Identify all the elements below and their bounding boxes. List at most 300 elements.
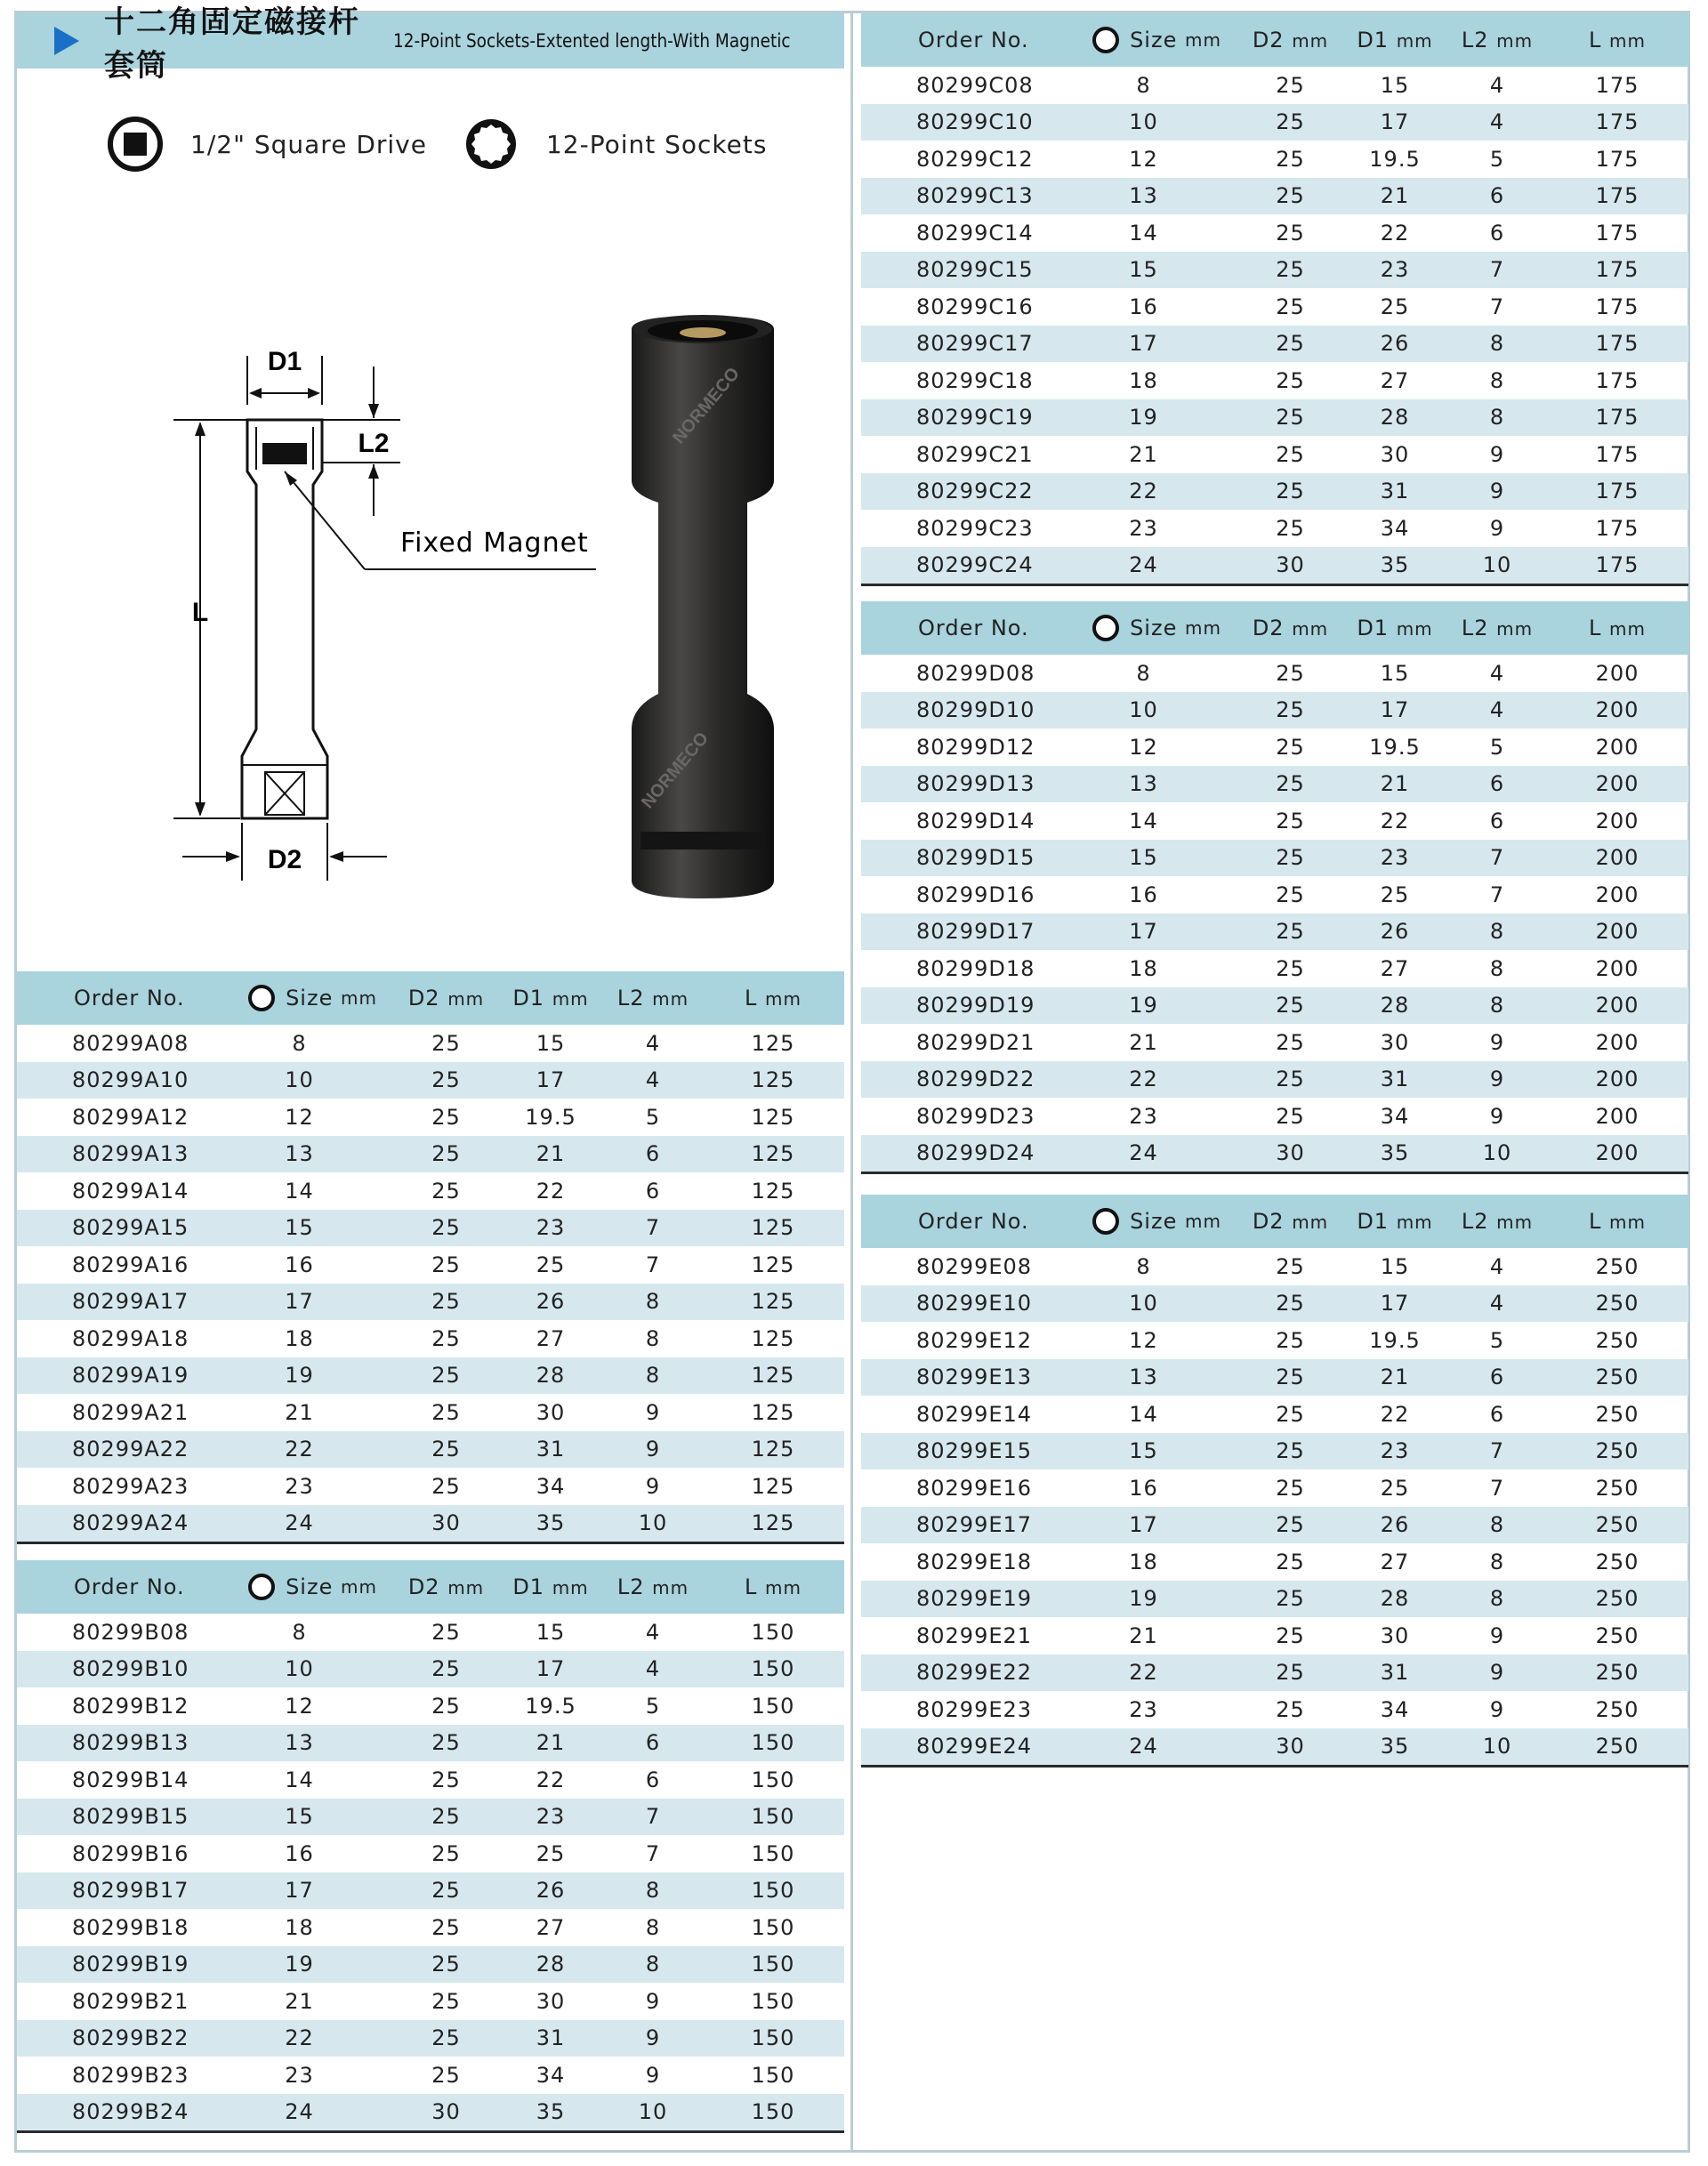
cell-size: 8 (292, 1619, 307, 1645)
col-l2 (604, 986, 702, 1011)
cell-d2: 25 (431, 1988, 461, 2014)
cell-d2: 25 (1276, 771, 1305, 797)
table-row (861, 1581, 1688, 1618)
table-row (17, 1872, 844, 1910)
cell-order-no: 80299B21 (72, 1988, 189, 2014)
cell-order-no: 80299D24 (916, 1140, 1035, 1166)
cell-d1: 15 (536, 1619, 566, 1645)
cell-l: 250 (1595, 1660, 1640, 1686)
cell-d1: 28 (1380, 405, 1410, 431)
cell-d2: 25 (431, 1252, 461, 1277)
cell-d2: 25 (1276, 405, 1305, 431)
col-l2-unit: mm (652, 1577, 689, 1598)
table-row (17, 1651, 844, 1688)
col-l2 (1448, 28, 1546, 52)
cell-l2: 7 (1489, 1475, 1505, 1501)
cell-size: 14 (285, 1767, 314, 1792)
cell-d2: 25 (1276, 955, 1305, 981)
cell-l: 200 (1595, 1140, 1640, 1166)
cell-l2: 8 (645, 1289, 661, 1315)
cell-size: 13 (1129, 183, 1158, 209)
cell-d1: 19.5 (525, 1693, 576, 1719)
col-l2 (1448, 616, 1546, 640)
cell-size: 19 (1129, 993, 1158, 1019)
cell-order-no: 80299E12 (916, 1327, 1033, 1353)
cell-l2: 4 (1489, 660, 1505, 686)
col-l-unit: mm (765, 1577, 802, 1598)
cell-l2: 10 (1482, 552, 1512, 578)
cell-size: 21 (285, 1988, 314, 2014)
col-d1-label: D1 (1357, 616, 1390, 640)
cell-order-no: 80299E16 (916, 1475, 1033, 1501)
col-l2-unit: mm (1496, 30, 1534, 52)
cell-l: 125 (751, 1289, 795, 1315)
cell-order-no: 80299A18 (72, 1325, 189, 1351)
cell-l2: 9 (1489, 1029, 1505, 1055)
cell-l2: 5 (1489, 146, 1505, 172)
cell-d1: 35 (1380, 1140, 1410, 1166)
cell-l: 250 (1595, 1438, 1640, 1464)
cell-l: 200 (1595, 845, 1640, 871)
table-row (17, 1909, 844, 1946)
cell-l: 150 (751, 1952, 795, 1977)
cell-size: 14 (285, 1178, 314, 1204)
cell-d1: 27 (1380, 367, 1410, 393)
col-size-unit: mm (340, 987, 377, 1009)
cell-size: 16 (285, 1840, 314, 1866)
label-l2: L2 (358, 429, 390, 458)
col-l-unit: mm (1609, 618, 1646, 640)
cell-d1: 30 (536, 1988, 566, 2014)
cell-size: 24 (285, 1510, 314, 1536)
cell-d2: 25 (1276, 72, 1305, 98)
col-size (230, 1574, 395, 1600)
cell-order-no: 80299E17 (916, 1512, 1033, 1538)
cell-l2: 4 (1489, 697, 1505, 723)
col-d2 (1239, 1209, 1341, 1234)
cell-d1: 21 (1380, 1365, 1410, 1390)
cell-l2: 8 (1489, 1549, 1505, 1574)
cell-size: 22 (1129, 1660, 1158, 1686)
legend-twelve-point (463, 116, 767, 173)
cell-d2: 25 (1276, 441, 1305, 467)
col-l-unit: mm (765, 988, 802, 1010)
table-row (861, 1285, 1688, 1323)
table-bottom-rule (861, 1765, 1688, 1767)
cell-order-no: 80299D21 (916, 1029, 1035, 1055)
cell-d1: 19.5 (525, 1104, 576, 1130)
cell-order-no: 80299E14 (916, 1401, 1033, 1427)
column-divider (850, 11, 853, 2153)
cell-l2: 8 (645, 1952, 661, 1977)
table-row (861, 655, 1688, 692)
table-row (17, 1725, 844, 1762)
cell-order-no: 80299B24 (72, 2099, 189, 2125)
cell-l2: 8 (1489, 1586, 1505, 1612)
cell-l: 125 (751, 1510, 795, 1536)
cell-order-no: 80299B13 (72, 1730, 189, 1756)
table-row (861, 840, 1688, 877)
table-row (861, 1322, 1688, 1359)
cell-l: 150 (751, 1878, 795, 1904)
cell-d2: 25 (1276, 1029, 1305, 1055)
cell-d1: 28 (536, 1363, 566, 1389)
cell-l: 175 (1595, 146, 1640, 172)
col-d1 (1341, 28, 1448, 52)
cell-d2: 25 (1276, 993, 1305, 1019)
cell-order-no: 80299E13 (916, 1365, 1033, 1390)
cell-l2: 4 (645, 1067, 661, 1093)
cell-l: 175 (1595, 183, 1640, 209)
col-d1-unit: mm (552, 1577, 589, 1598)
cell-l: 250 (1595, 1512, 1640, 1538)
cell-order-no: 80299A22 (72, 1437, 189, 1462)
col-d1 (497, 1574, 604, 1599)
cell-l2: 5 (1489, 1327, 1505, 1353)
cell-l2: 4 (645, 1030, 661, 1056)
cell-size: 13 (1129, 1365, 1158, 1390)
cell-l: 175 (1595, 109, 1640, 135)
col-order-no: Order No. (918, 616, 1029, 640)
cell-d2: 25 (1276, 1401, 1305, 1427)
table-row (861, 729, 1688, 766)
table-series-d (861, 601, 1688, 1174)
cell-l2: 7 (1489, 257, 1505, 283)
cell-l2: 9 (645, 1473, 661, 1499)
cell-d1: 25 (1380, 294, 1410, 319)
cell-size: 14 (1129, 808, 1158, 833)
col-l2-unit: mm (1496, 1212, 1534, 1233)
cell-d1: 27 (1380, 955, 1410, 981)
cell-order-no: 80299C19 (916, 405, 1034, 431)
cell-l: 125 (751, 1030, 795, 1056)
cell-order-no: 80299A12 (72, 1104, 189, 1130)
cell-order-no: 80299B18 (72, 1914, 189, 1940)
cell-l: 175 (1595, 479, 1640, 504)
table-row (861, 1248, 1688, 1285)
cell-l2: 6 (1489, 220, 1505, 246)
cell-size: 16 (1129, 1475, 1158, 1501)
cell-l: 200 (1595, 734, 1640, 760)
cell-l: 150 (751, 1840, 795, 1866)
cell-size: 12 (1129, 146, 1158, 172)
col-d2-unit: mm (1292, 30, 1329, 52)
cell-d2: 25 (431, 1104, 461, 1130)
cell-size: 18 (1129, 955, 1158, 981)
cell-order-no: 80299D16 (916, 882, 1035, 907)
cell-order-no: 80299B15 (72, 1804, 189, 1830)
cell-d1: 22 (1380, 1401, 1410, 1427)
cell-d2: 25 (431, 1325, 461, 1351)
cell-order-no: 80299A10 (72, 1067, 189, 1093)
cell-d2: 25 (431, 1730, 461, 1756)
cell-l: 150 (751, 1767, 795, 1792)
cell-l2: 8 (1489, 993, 1505, 1019)
cell-size: 21 (1129, 1029, 1158, 1055)
cell-d2: 25 (1276, 183, 1305, 209)
table-row (17, 2057, 844, 2094)
cell-order-no: 80299D18 (916, 955, 1035, 981)
cell-l2: 10 (1482, 1734, 1512, 1759)
cell-order-no: 80299C24 (916, 552, 1034, 578)
cell-d2: 25 (1276, 734, 1305, 760)
cell-size: 23 (285, 2062, 314, 2088)
label-d1: D1 (267, 347, 302, 376)
cell-size: 10 (285, 1656, 314, 1682)
table-row (17, 1284, 844, 1321)
cell-size: 24 (1129, 1734, 1158, 1759)
cell-size: 14 (1129, 220, 1158, 246)
cell-d2: 25 (431, 1363, 461, 1389)
cell-l2: 9 (1489, 1103, 1505, 1129)
cell-order-no: 80299C13 (916, 183, 1034, 209)
cell-d2: 25 (1276, 367, 1305, 393)
title-english: 12-Point Sockets-Extented length-With Magnetic (392, 30, 791, 52)
twelve-point-icon (248, 1574, 275, 1600)
cell-l2: 6 (1489, 1401, 1505, 1427)
cell-order-no: 80299C08 (916, 72, 1034, 98)
cell-l2: 7 (645, 1215, 661, 1241)
photo-brand-bottom: NORMECO (637, 729, 713, 813)
cell-size: 13 (285, 1141, 314, 1167)
cell-l: 250 (1595, 1586, 1640, 1612)
cell-d2: 25 (431, 1437, 461, 1462)
cell-l2: 6 (1489, 183, 1505, 209)
cell-size: 19 (1129, 405, 1158, 431)
cell-l2: 9 (1489, 1622, 1505, 1648)
table-row (861, 67, 1688, 104)
col-l (1546, 616, 1688, 640)
cell-order-no: 80299A23 (72, 1473, 189, 1499)
cell-size: 16 (285, 1252, 314, 1277)
cell-d2: 25 (431, 1878, 461, 1904)
cell-order-no: 80299E24 (916, 1734, 1033, 1759)
cell-d2: 25 (1276, 845, 1305, 871)
cell-d2: 25 (431, 1289, 461, 1315)
col-d1 (1341, 616, 1448, 640)
cell-order-no: 80299E19 (916, 1586, 1033, 1612)
col-l (1546, 1209, 1688, 1234)
cell-order-no: 80299A21 (72, 1399, 189, 1425)
table-row (861, 1691, 1688, 1728)
cell-order-no: 80299D22 (916, 1067, 1035, 1092)
cell-d1: 15 (1380, 72, 1410, 98)
cell-d1: 17 (536, 1067, 566, 1093)
table-row (861, 766, 1688, 803)
col-size (230, 985, 395, 1011)
cell-order-no: 80299B16 (72, 1840, 189, 1866)
cell-d2: 25 (431, 1030, 461, 1056)
table-row (861, 326, 1688, 363)
cell-d1: 25 (1380, 1475, 1410, 1501)
cell-size: 21 (1129, 1622, 1158, 1648)
cell-d1: 30 (1380, 1029, 1410, 1055)
cell-l2: 9 (645, 1399, 661, 1425)
cell-d1: 30 (1380, 1622, 1410, 1648)
cell-d2: 25 (431, 1215, 461, 1241)
table-row (861, 1507, 1688, 1544)
cell-l2: 8 (645, 1325, 661, 1351)
col-size-label: Size (1130, 616, 1178, 640)
cell-d1: 30 (536, 1399, 566, 1425)
cell-order-no: 80299B17 (72, 1878, 189, 1904)
cell-d1: 23 (1380, 1438, 1410, 1464)
cell-l2: 8 (645, 1363, 661, 1389)
cell-order-no: 80299B14 (72, 1767, 189, 1792)
col-l-label: L (1589, 1209, 1602, 1234)
cell-order-no: 80299B10 (72, 1656, 189, 1682)
cell-d1: 19.5 (1369, 734, 1421, 760)
cell-d2: 25 (1276, 220, 1305, 246)
cell-l2: 9 (645, 2025, 661, 2051)
table-bottom-rule (861, 1172, 1688, 1174)
cell-d1: 31 (1380, 479, 1410, 504)
cell-size: 23 (1129, 1696, 1158, 1722)
table-row (17, 1946, 844, 1984)
cell-d2: 25 (1276, 1365, 1305, 1390)
table-bottom-rule (17, 1542, 844, 1544)
cell-l: 125 (751, 1104, 795, 1130)
cell-l: 200 (1595, 1103, 1640, 1129)
cell-order-no: 80299D08 (916, 660, 1035, 686)
cell-l2: 5 (645, 1693, 661, 1719)
product-photo (623, 311, 801, 920)
col-l-label: L (1589, 616, 1602, 640)
cell-l2: 8 (645, 1914, 661, 1940)
table-row (861, 1469, 1688, 1507)
table-row (17, 1468, 844, 1505)
cell-d1: 26 (1380, 919, 1410, 945)
cell-order-no: 80299E21 (916, 1622, 1033, 1648)
cell-l: 150 (751, 2062, 795, 2088)
cell-order-no: 80299D23 (916, 1103, 1035, 1129)
table-row (861, 1655, 1688, 1692)
cell-d2: 25 (431, 1656, 461, 1682)
cell-l2: 6 (1489, 808, 1505, 833)
cell-l2: 4 (645, 1656, 661, 1682)
col-d2 (1239, 616, 1341, 640)
table-row (861, 1359, 1688, 1397)
label-fixed-magnet: Fixed Magnet (400, 527, 589, 559)
cell-l: 175 (1595, 441, 1640, 467)
cell-order-no: 80299C21 (916, 441, 1034, 467)
col-d1-unit: mm (1396, 618, 1433, 640)
table-bottom-rule (861, 584, 1688, 586)
cell-l2: 9 (1489, 1696, 1505, 1722)
col-l2 (604, 1574, 702, 1599)
table-row (861, 1135, 1688, 1172)
cell-l2: 6 (1489, 1365, 1505, 1390)
cell-l: 200 (1595, 771, 1640, 797)
cell-order-no: 80299D15 (916, 845, 1035, 871)
cell-size: 19 (1129, 1586, 1158, 1612)
cell-size: 24 (285, 2099, 314, 2125)
col-d2-label: D2 (1252, 28, 1285, 52)
cell-l2: 9 (645, 2062, 661, 2088)
cell-order-no: 80299D13 (916, 771, 1035, 797)
col-d2-unit: mm (1292, 618, 1329, 640)
cell-order-no: 80299A16 (72, 1252, 189, 1277)
cell-l: 175 (1595, 515, 1640, 541)
socket-photo (623, 311, 801, 916)
cell-d1: 21 (1380, 183, 1410, 209)
cell-size: 18 (285, 1914, 314, 1940)
col-size-label: Size (1130, 28, 1178, 52)
cell-l: 200 (1595, 882, 1640, 907)
cell-d2: 25 (1276, 697, 1305, 723)
cell-d1: 19.5 (1369, 146, 1421, 172)
col-l2-unit: mm (652, 988, 689, 1010)
cell-order-no: 80299D17 (916, 919, 1035, 945)
cell-size: 14 (1129, 1401, 1158, 1427)
table-row (17, 1246, 844, 1284)
square-drive-icon (107, 116, 164, 173)
title-bar (17, 4, 844, 84)
cell-l: 150 (751, 2099, 795, 2125)
cell-l2: 6 (645, 1178, 661, 1204)
col-size-unit: mm (1184, 29, 1221, 51)
cell-order-no: 80299A19 (72, 1363, 189, 1389)
cell-d1: 30 (1380, 441, 1410, 467)
cell-d1: 17 (536, 1656, 566, 1682)
table-row (17, 1799, 844, 1836)
cell-d1: 35 (536, 2099, 566, 2125)
cell-l: 150 (751, 1693, 795, 1719)
cell-l: 125 (751, 1325, 795, 1351)
table-row (17, 1687, 844, 1725)
table-row (861, 252, 1688, 289)
cell-d1: 17 (1380, 697, 1410, 723)
col-order-no: Order No. (74, 1574, 185, 1599)
cell-order-no: 80299E18 (916, 1549, 1033, 1574)
cell-size: 17 (1129, 331, 1158, 357)
cell-l2: 4 (1489, 72, 1505, 98)
cell-d1: 26 (1380, 331, 1410, 357)
cell-d1: 15 (1380, 1253, 1410, 1279)
table-header (861, 601, 1688, 655)
table-row (861, 141, 1688, 178)
cell-d1: 31 (536, 2025, 566, 2051)
cell-size: 8 (292, 1030, 307, 1056)
cell-l2: 9 (1489, 515, 1505, 541)
cell-d1: 31 (1380, 1067, 1410, 1092)
table-row (861, 214, 1688, 252)
cell-l2: 9 (1489, 479, 1505, 504)
cell-order-no: 80299C18 (916, 367, 1034, 393)
label-d2: D2 (267, 845, 302, 874)
cell-l2: 10 (1482, 1140, 1512, 1166)
cell-d2: 25 (431, 1914, 461, 1940)
cell-d2: 25 (1276, 1253, 1305, 1279)
cell-l2: 8 (1489, 367, 1505, 393)
cell-d1: 34 (536, 1473, 566, 1499)
table-series-b (17, 1560, 844, 2133)
cell-d1: 27 (536, 1914, 566, 1940)
cell-size: 10 (285, 1067, 314, 1093)
cell-l2: 8 (1489, 1512, 1505, 1538)
col-size (1075, 1208, 1239, 1235)
cell-d1: 28 (1380, 993, 1410, 1019)
cell-d2: 25 (1276, 1291, 1305, 1317)
col-d1-unit: mm (1396, 30, 1433, 52)
cell-size: 13 (1129, 771, 1158, 797)
play-arrow-icon (54, 27, 79, 55)
table-row (17, 1505, 844, 1542)
socket-drawing (169, 338, 632, 890)
col-d2-unit: mm (447, 1577, 485, 1598)
cell-l: 125 (751, 1363, 795, 1389)
cell-d2: 25 (1276, 257, 1305, 283)
